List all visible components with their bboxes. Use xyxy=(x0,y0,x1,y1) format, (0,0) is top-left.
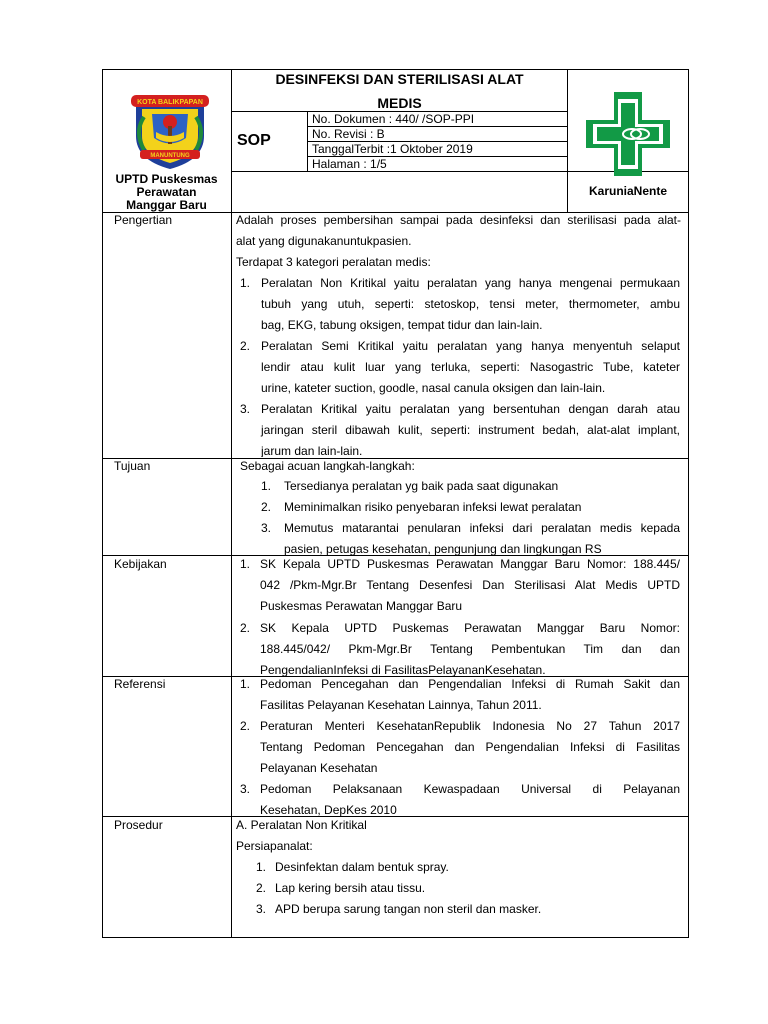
pengertian-intro-1: Adalah proses pembersihan sampai pada desinfeksi dan sterilisasi pada alat- xyxy=(236,213,681,227)
tujuan-item-3-num: 3. xyxy=(261,521,272,535)
referensi-item-1-line-1: Pedoman Pencegahan dan Pengendalian Infeksi di Rumah Sakit dan xyxy=(260,677,680,691)
kebijakan-item-2-line-1: SK Kepala UPTD Puskemas Perawatan Manggar Baru Nomor: xyxy=(260,621,680,635)
kebijakan-item-1-line-1: SK Kepala UPTD Puskesmas Perawatan Manggar Baru Nomor: 188.445/ xyxy=(260,557,680,571)
referensi-item-2-line-2: Tentang Pedoman Pencegahan dan Pengendalian Infeksi di Fasilitas xyxy=(260,740,680,754)
kebijakan-item-1-line-2: 042 /Pkm-Mgr.Br Tentang Desenfesi Dan Sterilisasi Alat Medis UPTD xyxy=(260,578,680,592)
referensi-item-1-line-2: Fasilitas Pelayanan Kesehatan Lainnya, Tahun 2011. xyxy=(260,698,542,712)
kebijakan-item-1-line-3: Puskesmas Perawatan Manggar Baru xyxy=(260,599,463,613)
seal-bottom-text: MANUNTUNG xyxy=(150,153,190,159)
table-border-right xyxy=(688,69,689,938)
pengertian-item-3-line-2: jaringan steril dibawah kulit, seperti: instrument bedah, alat-alat implant, xyxy=(261,423,680,437)
revision-number: No. Revisi : B xyxy=(312,127,385,141)
doc-number: No. Dokumen : 440/ /SOP-PPI xyxy=(312,112,475,126)
pengertian-intro-2: alat yang digunakanuntukpasien. xyxy=(236,234,412,248)
tujuan-item-2-num: 2. xyxy=(261,500,272,514)
kebijakan-item-2-num: 2. xyxy=(240,621,251,635)
tujuan-item-1-line-1: Tersedianya peralatan yg baik pada saat digunakan xyxy=(284,479,559,493)
sop-label: SOP xyxy=(237,132,271,149)
tujuan-item-2-line-1: Meminimalkan risiko penyebaran infeksi lewat peralatan xyxy=(284,500,582,514)
col-divider-left xyxy=(231,69,232,938)
label-kebijakan: Kebijakan xyxy=(114,557,167,571)
prosedur-item-2-num: 2. xyxy=(256,881,267,895)
seal-top-text: KOTA BALIKPAPAN xyxy=(137,99,203,106)
row-line-referensi xyxy=(102,816,689,817)
pengertian-item-3-num: 3. xyxy=(240,402,251,416)
pengertian-intro-3: Terdapat 3 kategori peralatan medis: xyxy=(236,255,431,269)
pengertian-item-2-num: 2. xyxy=(240,339,251,353)
pengertian-item-2-line-3: urine, kateter suction, goodle, nasal canula oksigen dan lain-lain. xyxy=(261,381,606,395)
right-logo-name: KaruniaNente xyxy=(588,184,668,198)
prosedur-item-3-text: APD berupa sarung tangan non steril dan masker. xyxy=(275,902,542,916)
page-number: Halaman : 1/5 xyxy=(312,157,387,171)
prosedur-item-1-num: 1. xyxy=(256,860,267,874)
prosedur-item-3-num: 3. xyxy=(256,902,267,916)
pengertian-item-3-line-3: jarum dan lain-lain. xyxy=(261,444,363,457)
pengertian-item-2-line-1: Peralatan Semi Kritikal yaitu peralatan yang hanya menyentuh selaput xyxy=(261,339,680,353)
pengertian-item-1-line-2: tubuh yang utuh, seperti: stetoskop, tensi meter, thermometer, ambu xyxy=(261,297,680,311)
org-name-line2: Perawatan xyxy=(136,185,197,199)
tujuan-item-3-line-1: Memutus matarantai penularan infeksi dari peralatan medis kepada xyxy=(284,521,680,535)
pengertian-item-1-line-3: bag, EKG, tabung oksigen, tempat tidur dan lain-lain. xyxy=(261,318,543,332)
label-pengertian: Pengertian xyxy=(114,213,173,227)
document-title-line1: DESINFEKSI DAN STERILISASI ALAT xyxy=(275,71,524,87)
row-line-tujuan xyxy=(102,555,689,556)
pengertian-item-2-line-2: lendir atau kulit luar yang terluka, seperti: Nasogastric Tube, kateter xyxy=(261,360,680,374)
kebijakan-item-1-num: 1. xyxy=(240,557,251,571)
pengertian-item-1-num: 1. xyxy=(240,276,251,290)
referensi-item-2-line-3: Pelayanan Kesehatan xyxy=(260,761,378,775)
city-seal-icon xyxy=(128,92,212,172)
table-border-top xyxy=(102,69,689,70)
prosedur-item-2-text: Lap kering bersih atau tissu. xyxy=(275,881,426,895)
prosedur-heading: A. Peralatan Non Kritikal xyxy=(236,818,367,832)
tujuan-item-3-line-2: pasien, petugas kesehatan, pengunjung dan lingkungan RS xyxy=(284,542,602,555)
referensi-item-3-line-2: Kesehatan, DepKes 2010 xyxy=(260,803,397,816)
document-title-line2: MEDIS xyxy=(377,95,422,111)
referensi-item-2-num: 2. xyxy=(240,719,251,733)
referensi-item-3-num: 3. xyxy=(240,782,251,796)
kebijakan-item-2-line-2: 188.445/042/ Pkm-Mgr.Br Tentang Pembentukan Tim dan dan xyxy=(260,642,680,656)
label-prosedur: Prosedur xyxy=(114,818,163,832)
issue-date: TanggalTerbit :1 Oktober 2019 xyxy=(312,142,473,156)
referensi-item-1-num: 1. xyxy=(240,677,251,691)
prosedur-subheading: Persiapanalat: xyxy=(236,839,313,853)
health-cross-icon xyxy=(584,90,672,178)
referensi-item-2-line-1: Peraturan Menteri KesehatanRepublik Indonesia No 27 Tahun 2017 xyxy=(260,719,680,733)
left-logo xyxy=(128,92,212,172)
org-name-line1: UPTD Puskesmas xyxy=(115,172,218,186)
org-name-line3: Manggar Baru xyxy=(126,198,207,212)
label-tujuan: Tujuan xyxy=(114,459,151,473)
pengertian-item-3-line-1: Peralatan Kritikal yaitu peralatan yang bersentuhan dengan darah atau xyxy=(261,402,680,416)
prosedur-item-1-text: Desinfektan dalam bentuk spray. xyxy=(275,860,449,874)
referensi-item-3-line-1: Pedoman Pelaksanaan Kewaspadaan Universal di Pelayanan xyxy=(260,782,680,796)
tujuan-item-1-num: 1. xyxy=(261,479,272,493)
tujuan-intro: Sebagai acuan langkah-langkah: xyxy=(240,459,415,473)
pengertian-item-1-line-1: Peralatan Non Kritikal yaitu peralatan yang hanya mengenai permukaan xyxy=(261,276,680,290)
right-logo xyxy=(584,90,672,178)
kebijakan-item-2-line-3: PengendalianInfeksi di FasilitasPelayananKesehatan. xyxy=(260,663,546,676)
label-referensi: Referensi xyxy=(114,677,166,691)
table-border-bottom xyxy=(102,937,689,938)
